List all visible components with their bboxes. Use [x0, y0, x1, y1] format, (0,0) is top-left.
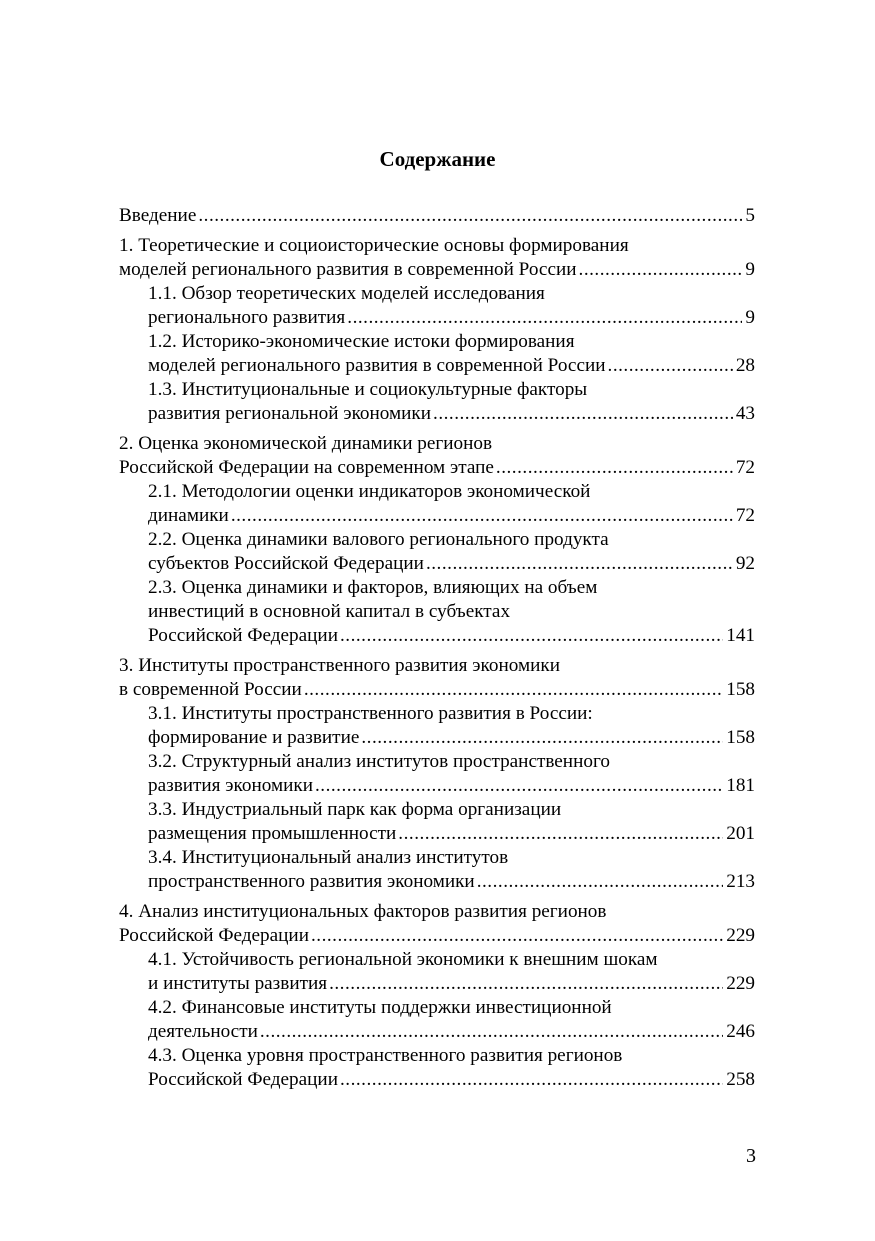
- toc-entry-text-line: 4.2. Финансовые институты поддержки инвестиционной: [148, 997, 612, 1018]
- page-number: 3: [746, 1145, 756, 1167]
- toc-entry-section-2-3[interactable]: [148, 576, 755, 648]
- toc-page-number: 213: [726, 871, 755, 892]
- toc-entry-text-line: Российской Федерации на современном этапе: [119, 457, 494, 478]
- toc-entry-text-line: 1.2. Историко-экономические истоки формирования: [148, 331, 575, 352]
- toc-entry-text-line: 4. Анализ институциональных факторов развития регионов: [119, 901, 607, 922]
- toc-entry-text-line: 3.3. Индустриальный парк как форма организации: [148, 799, 562, 820]
- toc-page-number: 141: [726, 625, 755, 646]
- toc-page-number: 72: [735, 457, 755, 478]
- toc-entry-text-line: Российской Федерации: [148, 625, 338, 646]
- toc-entry-introduction[interactable]: [119, 204, 755, 228]
- dot-leader: [340, 624, 723, 648]
- toc-entry-section-4-3[interactable]: [148, 1044, 755, 1092]
- toc-entry-text-line: Российской Федерации: [148, 1069, 338, 1090]
- toc-entry-text-line: 2.3. Оценка динамики и факторов, влияющих на объем: [148, 577, 598, 598]
- toc-entry-text-line: 3.2. Структурный анализ институтов пространственного: [148, 751, 610, 772]
- toc-page-number: 258: [726, 1069, 755, 1090]
- toc-page-number: 92: [735, 553, 755, 574]
- dot-leader: [608, 354, 733, 378]
- toc-entry-text-line: регионального развития: [148, 307, 346, 328]
- toc-entry-text-line: 3. Институты пространственного развития экономики: [119, 655, 560, 676]
- toc-page-number: 158: [726, 679, 755, 700]
- toc-entry-text-line: 2.1. Методологии оценки индикаторов экономической: [148, 481, 591, 502]
- toc-page-number: 72: [735, 505, 755, 526]
- table-of-contents: [119, 204, 755, 1092]
- toc-entry-section-3-2[interactable]: [148, 750, 755, 798]
- toc-entry-chapter-2[interactable]: [119, 432, 755, 480]
- toc-entry-text-line: 4.1. Устойчивость региональной экономики к внешним шокам: [148, 949, 658, 970]
- toc-page-number: 9: [745, 307, 755, 328]
- dot-leader: [433, 402, 733, 426]
- toc-entry-text-line: моделей регионального развития в современной России: [119, 259, 577, 280]
- toc-entry-text-line: 4.3. Оценка уровня пространственного развития регионов: [148, 1045, 623, 1066]
- toc-entry-text-line: развития региональной экономики: [148, 403, 432, 424]
- toc-entry-text-line: формирование и развитие: [148, 727, 360, 748]
- toc-page-number: 9: [745, 259, 755, 280]
- toc-entry-text-line: 2.2. Оценка динамики валового регионального продукта: [148, 529, 609, 550]
- dot-leader: [198, 204, 742, 228]
- toc-entry-text-line: 1. Теоретические и социоисторические основы формирования: [119, 235, 629, 256]
- dot-leader: [347, 306, 742, 330]
- dot-leader: [426, 552, 733, 576]
- dot-leader: [398, 822, 723, 846]
- toc-entry-text-line: развития экономики: [148, 775, 313, 796]
- toc-entry-text-line: деятельности: [148, 1021, 258, 1042]
- dot-leader: [361, 726, 723, 750]
- toc-page-number: 43: [735, 403, 755, 424]
- toc-page-number: 5: [745, 205, 755, 226]
- toc-entry-section-3-4[interactable]: [148, 846, 755, 894]
- toc-entry-section-1-1[interactable]: [148, 282, 755, 330]
- toc-entry-text-line: Введение: [119, 205, 197, 226]
- toc-entry-section-2-1[interactable]: [148, 480, 755, 528]
- dot-leader: [315, 774, 723, 798]
- toc-entry-section-2-2[interactable]: [148, 528, 755, 576]
- toc-entry-text-line: динамики: [148, 505, 229, 526]
- toc-entry-text-line: моделей регионального развития в современной России: [148, 355, 606, 376]
- toc-entry-chapter-1[interactable]: [119, 234, 755, 282]
- dot-leader: [579, 258, 743, 282]
- dot-leader: [304, 678, 723, 702]
- toc-entry-chapter-4[interactable]: [119, 900, 755, 948]
- toc-page-number: 229: [726, 973, 755, 994]
- toc-entry-text-line: субъектов Российской Федерации: [148, 553, 424, 574]
- dot-leader: [329, 972, 723, 996]
- toc-entry-text-line: 1.3. Институциональные и социокультурные факторы: [148, 379, 588, 400]
- toc-entry-text-line: в современной России: [119, 679, 302, 700]
- toc-entry-text-line: размещения промышленности: [148, 823, 397, 844]
- toc-entry-text-line: инвестиций в основной капитал в субъектах: [148, 601, 511, 622]
- page-title: Содержание: [379, 147, 496, 171]
- toc-entry-text-line: пространственного развития экономики: [148, 871, 475, 892]
- toc-entry-text-line: 3.1. Институты пространственного развития в России:: [148, 703, 593, 724]
- toc-page-number: 158: [726, 727, 755, 748]
- dot-leader: [311, 924, 723, 948]
- toc-entry-text-line: 1.1. Обзор теоретических моделей исследования: [148, 283, 545, 304]
- toc-entry-section-4-1[interactable]: [148, 948, 755, 996]
- dot-leader: [477, 870, 724, 894]
- dot-leader: [231, 504, 733, 528]
- toc-page-number: 181: [726, 775, 755, 796]
- toc-page-number: 229: [726, 925, 755, 946]
- toc-entry-chapter-3[interactable]: [119, 654, 755, 702]
- toc-entry-section-3-1[interactable]: [148, 702, 755, 750]
- toc-entry-section-3-3[interactable]: [148, 798, 755, 846]
- toc-entry-section-1-2[interactable]: [148, 330, 755, 378]
- toc-entry-section-1-3[interactable]: [148, 378, 755, 426]
- toc-page-number: 246: [726, 1021, 755, 1042]
- toc-entry-text-line: 3.4. Институциональный анализ институтов: [148, 847, 509, 868]
- dot-leader: [496, 456, 733, 480]
- toc-entry-text-line: Российской Федерации: [119, 925, 309, 946]
- toc-page-number: 201: [726, 823, 755, 844]
- toc-entry-section-4-2[interactable]: [148, 996, 755, 1044]
- dot-leader: [260, 1020, 723, 1044]
- toc-entry-text-line: и институты развития: [148, 973, 328, 994]
- toc-page-number: 28: [735, 355, 755, 376]
- toc-entry-text-line: 2. Оценка экономической динамики регионов: [119, 433, 493, 454]
- dot-leader: [340, 1068, 723, 1092]
